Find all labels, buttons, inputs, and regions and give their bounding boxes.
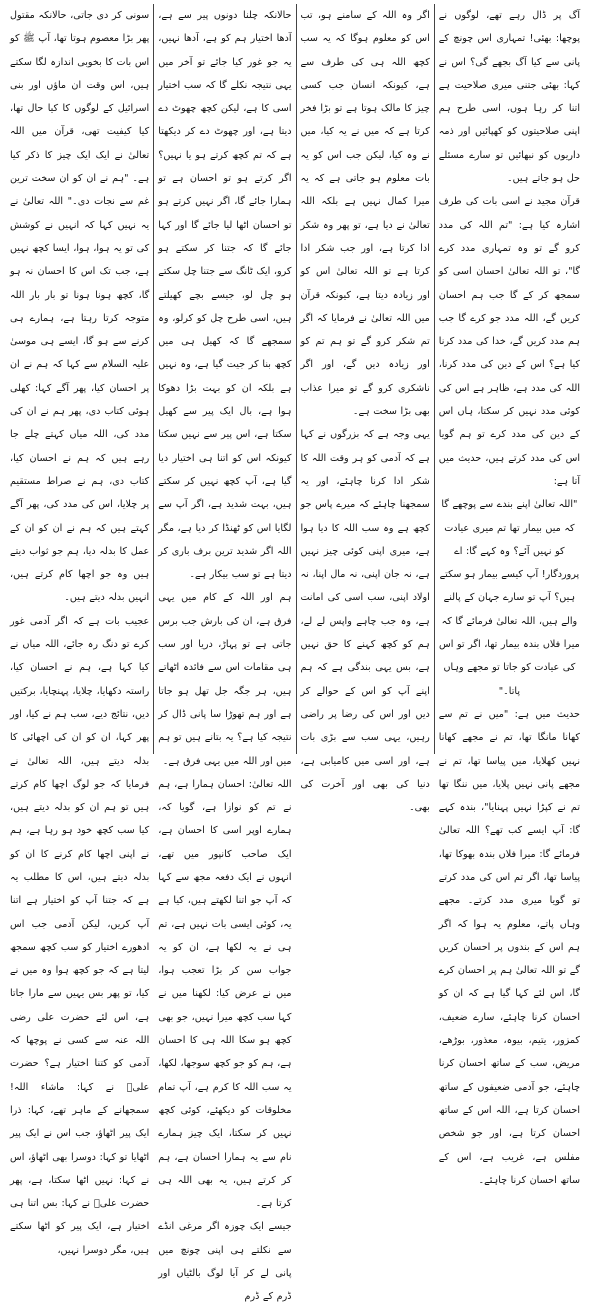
paragraph: حدیث میں ہے: "میں نے تم سے کھانا مانگا تھا، تم نے مجھے کھانا نہیں کھلایا، میں پیاسا تھا، تم نے مجھے پانی نہیں پلایا، میں ننگا تھا تم نے کپڑا نہیں پہنایا"، بندہ کہے گا: آپ ایسے کب تھے؟ اللہ تعالیٰ فرمائے گا: میرا فلاں بندہ بھوکا تھا، پیاسا تھا، اگر تم اس کی مدد کرتے تو گویا میری مدد کرتے۔ مجھے وہاں پاتے، معلوم یہ ہوا کہ اگر ہم اس کے بندوں پر احسان کریں گے تو اللہ تعالیٰ ہم پر احسان کرے گا، اس لئے کہا گیا ہے کہ ان کو احسان کرنا چاہئے، سارے ضعیف، کمزور، یتیم، بیوہ، معذور، بوڑھے، مریض، سب کے ساتھ احسان کرنا چاہئے، جو آدمی ضعیفوں کے ساتھ احسان کرتا ہے، اللہ اس کے ساتھ احسان کرتا ہے، اور جو شخص مفلس ہے، غریب ہے، اس کے ساتھ احسان کرنا چاہئے۔ [438,708,580,1186]
paragraph: اللہ تعالیٰ: احسان ہمارا ہے، ہم نے تم کو نوازا ہے، گویا کہ، ہمارے اوپر اسی کا احسان ہے، ایک صاحب کانپور میں تھے، انہوں نے ایک دفعہ مجھ سے کہا کہ آپ جو اتنا لکھتے ہیں، کیا ہے یہ، کوئی ایسی بات نہیں ہے، تم ہی نے یہ لکھا ہے، ان کو یہ جواب سن کر بڑا تعجب ہوا، میں نے عرض کیا: لکھنا میں نے کہا سب کچھ میرا نہیں، جو بھی کچھ ہو سکا اللہ ہی کا احسان ہے، ہم کو جو کچھ سوجھا، لکھا، یہ سب اللہ کا کرم ہے، آپ تمام مخلوقات کو دیکھئے، کوئی کچھ نہیں کر سکتا، ایک چیز ہمارے نام سے یہ ہمارا احسان ہے، ہم کر کرتے ہیں، یہ بھی اللہ ہی کرتا ہے۔ [158,778,292,1210]
text-column-3 [297,4,434,814]
paragraph: جیسے ایک چوزہ اگر مرغی انڈے سے نکلتے ہی اپنی چونچ میں پانی لے کر آیا لوگ بالٹیاں اور ڈرم کے ڈرم [158,1221,292,1303]
paragraph: اگر وہ اللہ کے سامنے ہو، تب اس کو معلوم ہوگا کہ یہ سب کچھ اللہ ہی کی طرف سے ہے، کیونکہ انسان جب کسی چیز کا مالک ہوتا ہے تو بڑا فخر کرتا ہے کہ میں نے یہ کیا، میں نے وہ کیا، لیکن جب اس کو یہ بات معلوم ہو جاتی ہے کہ یہ میرا کمال نہیں ہے بلکہ اللہ تعالیٰ نے دیا ہے، تو پھر وہ شکر ادا کرتا ہے، اور جب شکر ادا کرتا ہے تو اللہ تعالیٰ اس کو اور زیادہ دیتا ہے، کیونکہ قرآن میں اللہ تعالیٰ نے فرمایا کہ اگر تم شکر کرو گے تو ہم تم کو اور زیادہ دیں گے، اور اگر ناشکری کرو گے تو میرا عذاب بھی بڑا سخت ہے۔ [300,10,430,418]
column-divider [296,4,297,754]
paragraph: سونی کر دی جاتی، حالانکہ مقتول پھر بڑا معصوم ہوتا تھا، آپ ﷺ کو اس بات کا بخوبی اندازہ لگا سکتے ہیں، اس وقت ان ماؤں اور بنی اسرائیل کے لوگوں کا کیا حال تھا، کیا کیفیت تھی، قرآن میں اللہ تعالیٰ نے ایک ایک چیز کا ذکر کیا ہے۔ "ہم نے ان کو ان سخت ترین غم سے نجات دی۔" اللہ تعالیٰ نے یہ نہیں کہا کہ انہیں نے کوشش کی تو یہ ہوا، ہوا، ایسا کچھ نہیں ہے، جب تک اس کا احسان نہ ہو گا، کچھ ہونا ہونا تو بار بار اللہ متوجہ کرتا رہتا ہے، ہمارے ہی کرنے سے ہو گا، ایسے ہی موسیٰ علیہ السلام سے کہا کہ ہم نے ان پر احسان کیا، پھر آگے کہا: کھلی ہوئی کتاب دی، پھر ہم نے ان کی مدد کی، اللہ میاں کہتے چلے جا رہے ہیں کہ ہم نے احسان کیا، کتاب دی، ہم نے صراط مستقیم پر چلایا، اس کی مدد کی، پھر آگے کہتے ہیں کہ ہم نے ان کو ان کے عمل کا بدلہ دیا، ہم جو ثواب دیتے ہیں وہ جو اچھا کام کرتے ہیں، انہیں بدلہ دیتے ہیں۔ [10,10,150,604]
column-divider [434,4,435,754]
paragraph: آگ پر ڈال رہے تھے، لوگوں نے پوچھا: بھئی! تمہاری اس چونچ کے پانی سے کیا آگ بجھے گی؟ اس نے کہا: بھئی جتنی میری صلاحیت ہے اتنا کر رہا ہوں، اسی طرح ہم اپنی صلاحیتوں کو کھپائیں اور ذمہ داریوں کو نبھائیں تو سارے مسئلے حل ہو جاتے ہیں۔ [438,10,580,185]
paragraph: ہم اور اللہ کے کام میں یہی فرق ہے، ان کی بارش جب برس جاتی ہے تو پہاڑ، دریا اور سب ہی مقامات اس سے فائدہ اٹھاتے ہیں، ہر جگہ جل تھل ہو جاتا ہے اور ہم تھوڑا سا پانی ڈال کر نتیجہ کیا ہے؟ یہ بتانے ہیں تو ہم میں اور اللہ میں یہی فرق ہے۔ [158,592,292,767]
quoted-hadith: "اللہ تعالیٰ اپنے بندے سے پوچھے گا کہ میں بیمار تھا تم میری عیادت کو نہیں آئے؟ وہ کہے گا: اے پروردگار! آپ کیسے بیمار ہو سکتے ہیں؟ آپ تو سارے جہان کے پالنے والے ہیں، اللہ تعالیٰ فرمائے گا کہ میرا فلاں بندہ بیمار تھا، اگر تو اس کی عیادت کو جاتا تو مجھے وہاں پاتا۔" [439,499,580,697]
paragraph: عجیب بات ہے کہ اگر آدمی غور کرے تو دنگ رہ جائے، اللہ میاں نے کیا کہا ہے، ہم نے احسان کیا، راستہ دکھایا، چلایا، پہنچایا، برکتیں دیں، نتائج دیے، سب ہم نے کیا، اور پھر کہا، ان کو ان کی اچھائی کا بدلہ دیتے ہیں، اللہ تعالیٰ نے فرمایا کہ جو لوگ اچھا کام کرتے ہیں تو ہم ان کو بدلہ دیتے ہیں، کیا سب کچھ خود ہو رہا ہے، ہم نے اپنی اچھا کام کرنے کا ان کو بدلہ دیتے ہیں، اس کا مطلب یہ ہے کہ جتنا آپ کو اختیار ہے اتنا آپ کریں، لیکن آدمی جب اس ادھورے اختیار کو سب کچھ سمجھ لیتا ہے کہ جو کچھ ہوا وہ میں نے کیا، تو پھر بس یہیں سے مارا جاتا ہے، اس لئے حضرت علی رضی اللہ عنہ سے کسی نے پوچھا کہ آدمی کو کتنا اختیار ہے؟ حضرت علیؓ نے کہا: ماشاء اللہ! سمجھانے کے ماہر تھے، کہا: ذرا ایک پیر اٹھاؤ، جب اس نے ایک پیر اٹھایا تو کہا: دوسرا بھی اٹھاؤ، اس نے کہا: نہیں اٹھا سکتا، ہے، پھر حضرت علیؓ نے کہا: بس اتنا ہی اختیار ہے، ایک پیر کو اٹھا سکتے ہیں، مگر دوسرا نہیں، [10,615,150,1256]
paragraph: حالانکہ چلنا دونوں پیر سے ہے، آدھا اختیار ہم کو ہے، آدھا نہیں، یہ جو غور کیا جائے تو آخر میں یہی نتیجہ نکلے گا کہ سب اختیار اسی کا ہے، لیکن کچھ چھوٹ دے دیتا ہے، اور چھوٹ دے کر دیکھتا ہے کہ تم کچھ کرتے ہو یا نہیں؟ اگر کرتے ہو تو احسان ہے تو ہمارا جائے گا، اگر نہیں کرتے ہو تو احسان اٹھا لیا جائے گا اور کہا جائے گا کہ جتنا کر سکتے ہو کرو، ایک ٹانگ سے جتنا چل سکتے ہو چل لو، جیسے بچے کھیلتے ہیں، اسی طرح چل کو کرلو، وہ سمجھے گا کہ کھیل ہی میں کچھ بنا کر جیت گیا ہے، وہ نہیں ہے بلکہ ان کو بہت بڑا دھوکا ہوا ہے، بال ایک پیر سے کھیل سکتا ہے، اس پیر سے نہیں سکتا کیونکہ اس کو اتنا ہی اختیار دیا گیا ہے، آپ کچھ نہیں کر سکتے ہیں، بہت شدید ہے، اگر آپ سے لگایا اس کو ٹھنڈا کر دیا ہے، مگر اللہ اگر شدید ترین برف باری کر دیتا ہے تو سب بیکار ہے۔ [158,10,292,581]
column-divider [153,4,154,754]
urdu-article-page [6,4,584,1303]
text-column-2 [154,4,295,1303]
paragraph: یہی وجہ ہے کہ بزرگوں نے کہا ہے کہ آدمی کو ہر وقت اللہ کا شکر ادا کرنا چاہئے، اور یہ سمجھنا چاہئے کہ میرے پاس جو کچھ ہے وہ سب اللہ کا دیا ہوا ہے، میری اپنی کوئی چیز نہیں ہے، نہ جان اپنی، نہ مال اپنا، نہ اولاد اپنی، سب اسی کی امانت ہے، وہ جب چاہے واپس لے لے، ہم کو کچھ کہنے کا حق نہیں ہے، بس یہی بندگی ہے کہ ہم اپنے آپ کو اس کے حوالے کر دیں اور اس کی رضا پر راضی رہیں، یہی سب سے بڑی بات ہے، اور اسی میں کامیابی ہے، دنیا کی بھی اور آخرت کی بھی۔ [300,429,430,814]
paragraph: قرآن مجید نے اسی بات کی طرف اشارہ کیا ہے: "تم اللہ کی مدد کرو گے تو وہ تمہاری مدد کرے گا"، تو اللہ تعالیٰ احسان اسی کو سمجھ کر کے گا جب ہم احسان کریں گے، اللہ مدد جو کرے گا جب ہم مدد کریں گے، خدا کی مدد کرنا کیا ہے؟ اس کے دین کی مدد کرنا، اللہ کی مدد ہے، ظاہر ہے اس کی کوئی مدد نہیں کر سکتا، ہاں اس کے دین کی مدد کرے تو ہم گویا اس کی مدد کرتے ہیں، حدیث میں آتا ہے: [438,196,580,487]
text-column-1 [6,4,153,1256]
text-column-4 [435,4,584,1186]
